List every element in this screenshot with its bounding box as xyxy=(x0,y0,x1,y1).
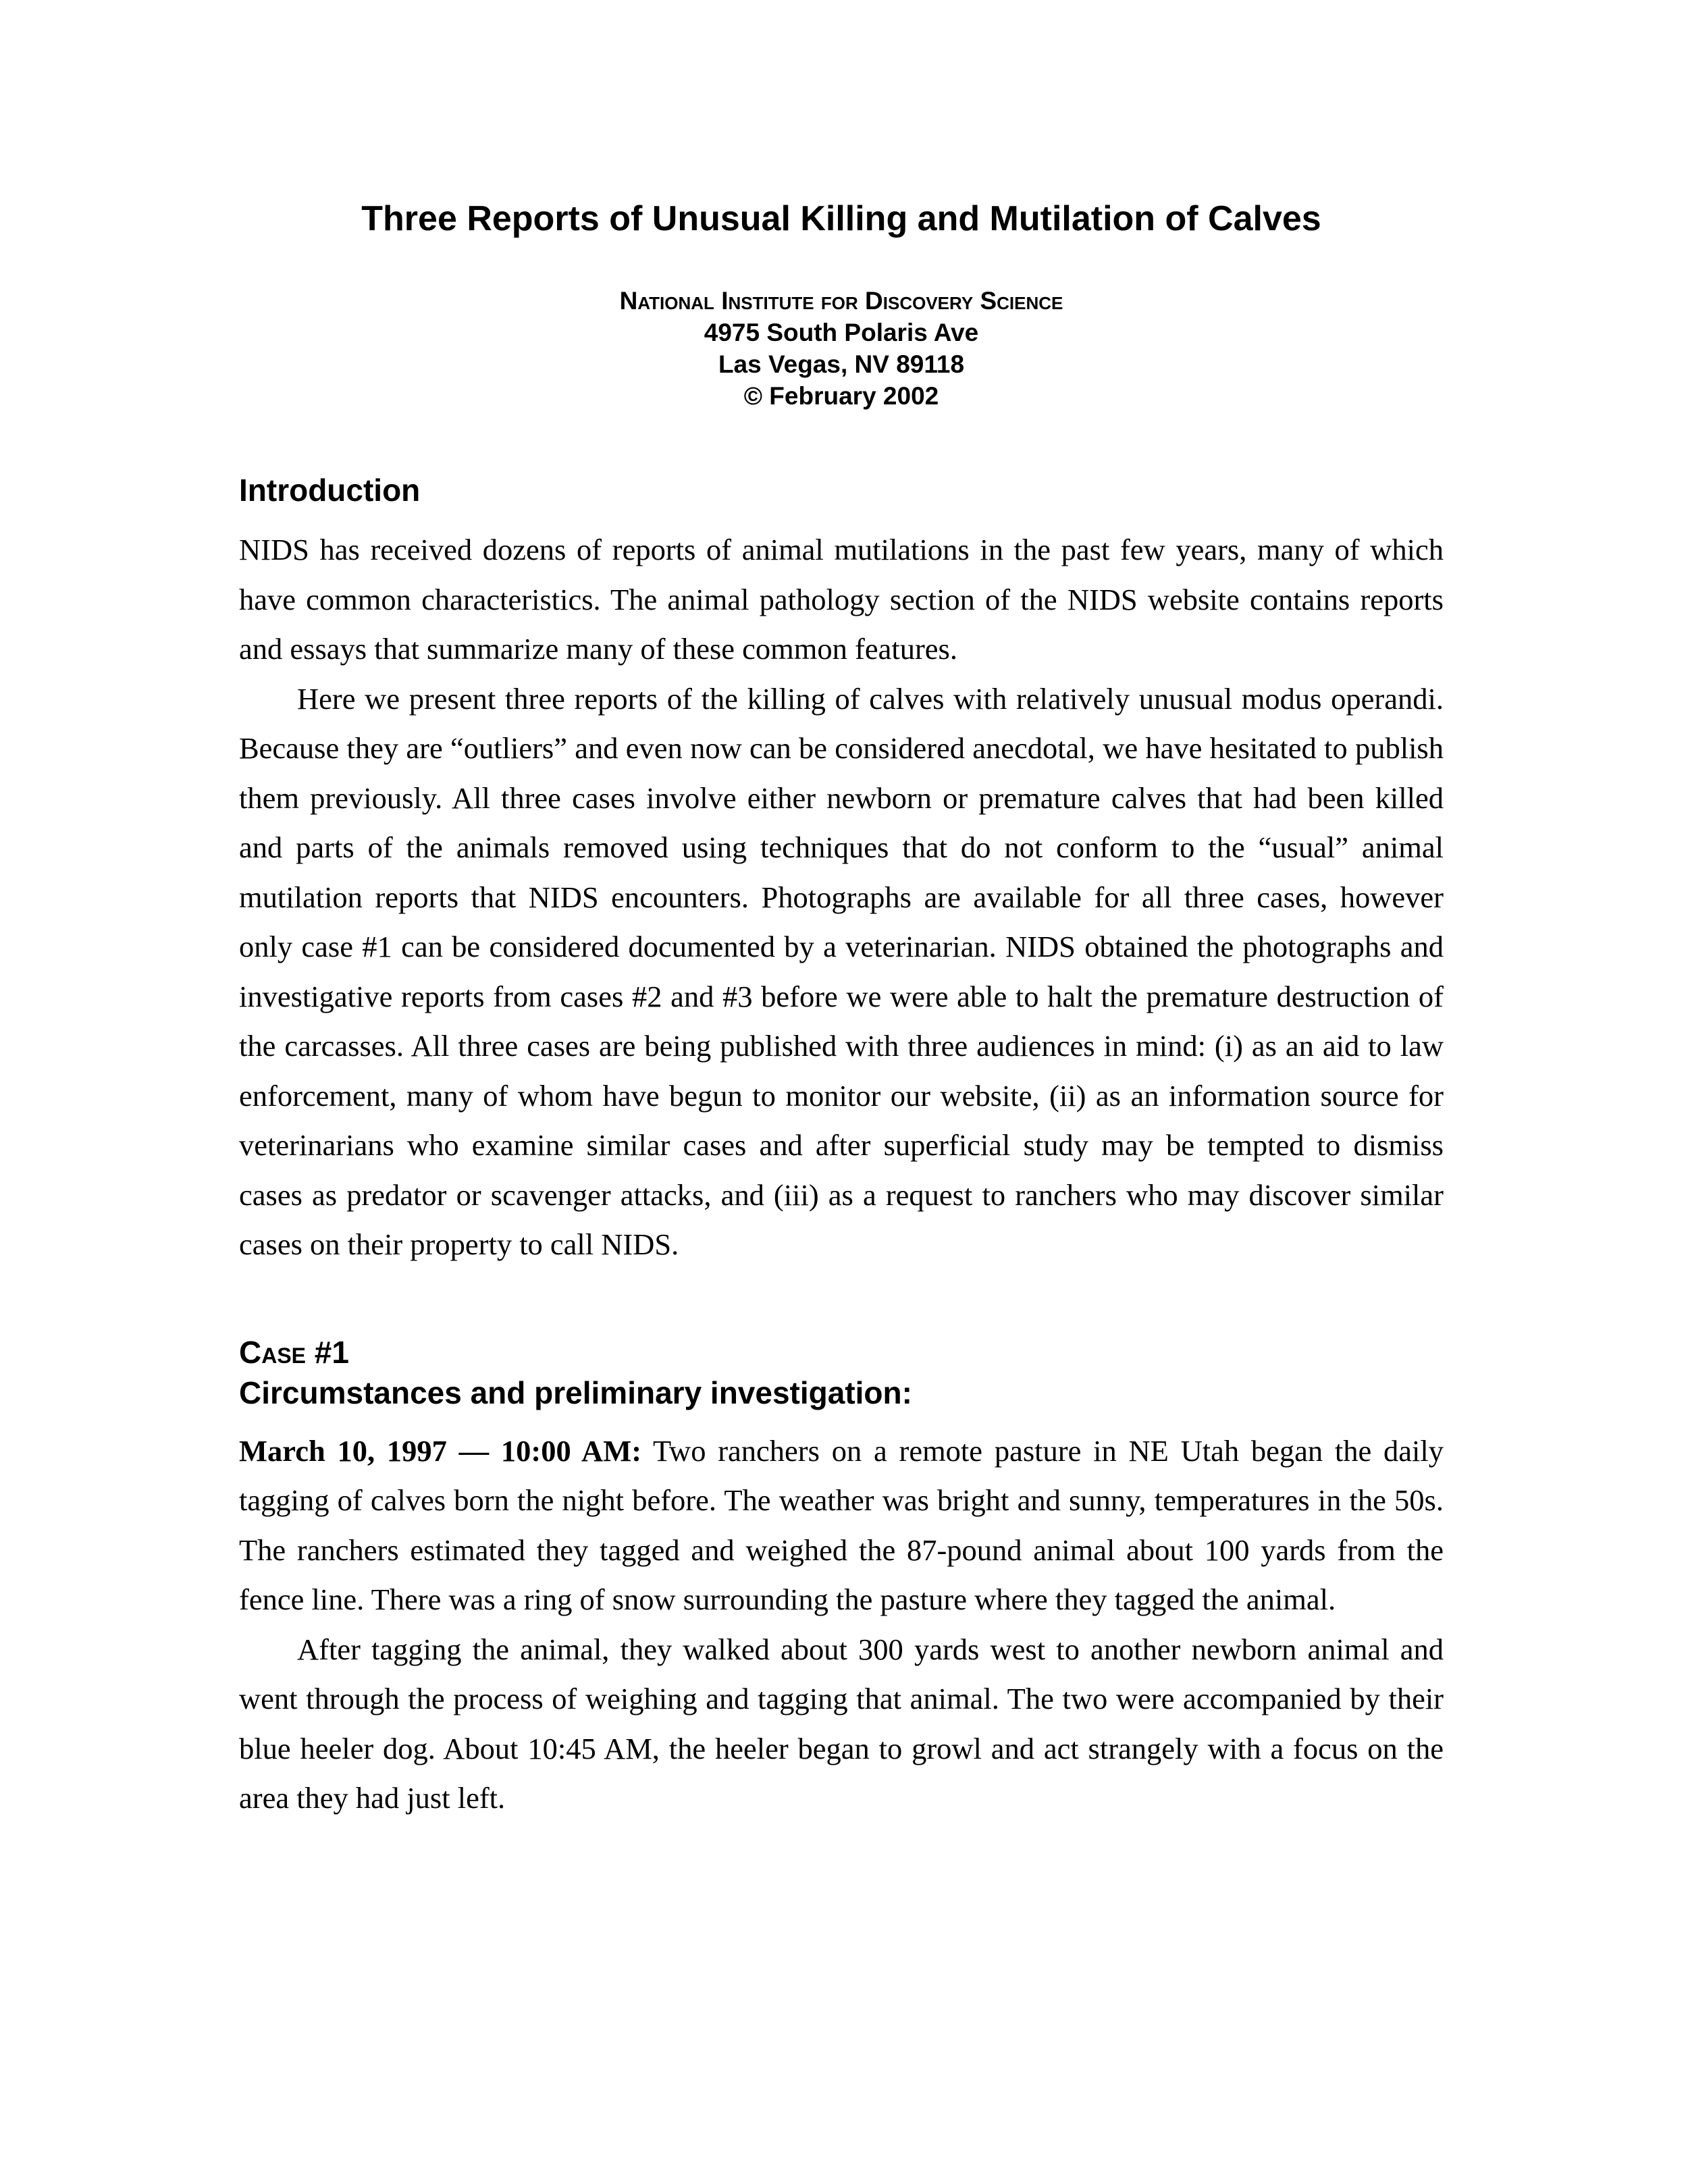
masthead xyxy=(239,285,1444,412)
document-body xyxy=(239,184,1444,1823)
case-1-label: Case #1 xyxy=(239,1334,349,1370)
introduction-paragraph-2: Here we present three reports of the killing of calves with relatively unusual modus operandi. Because they are “outliers” and even now can be considered anecdotal, we have hesitated to publish them previously. All three cases involve either newborn or premature calves that had been killed and parts of the animals removed using techniques that do not conform to the “usual” animal mutilation reports that NIDS encounters. Photographs are available for all three cases, however only case #1 can be considered documented by a veterinarian. NIDS obtained the photographs and investigative reports from cases #2 and #3 before we were able to halt the premature destruction of the carcasses. All three cases are being published with three audiences in mind: (i) as an aid to law enforcement, many of whom have begun to monitor our website, (ii) as an information source for veterinarians who examine similar cases and after superficial study may be tempted to dismiss cases as predator or scavenger attacks, and (iii) as a request to ranchers who may discover similar cases on their property to call NIDS. xyxy=(239,681,1444,1261)
case-1-subheading: Circumstances and preliminary investigation: xyxy=(239,1375,912,1410)
introduction-heading: Introduction xyxy=(239,473,421,508)
document-title: Three Reports of Unusual Killing and Mutilation of Calves xyxy=(361,199,1321,238)
street-address: 4975 South Polaris Ave xyxy=(704,319,979,346)
introduction-paragraph-1: NIDS has received dozens of reports of animal mutilations in the past few years, many of which have common characteristics. The animal pathology section of the NIDS website contains reports and essays that summarize many of these common features. xyxy=(239,533,1444,666)
case-1-date-lead: March 10, 1997 — 10:00 AM: xyxy=(239,1433,642,1468)
organization-name: National Institute for Discovery Science xyxy=(619,287,1063,315)
copyright-date: © February 2002 xyxy=(743,382,939,410)
case-1-paragraph-2: After tagging the animal, they walked about 300 yards west to another newborn animal and went through the process of weighing and tagging that animal. The two were accompanied by their blue heeler dog. About 10:45 AM, the heeler began to growl and act strangely with a focus on the area they had just left. xyxy=(239,1632,1444,1815)
case-1-paragraph-1-body: Two ranchers on a remote pasture in NE Utah began the daily tagging of calves born the night before. The weather was bright and sunny, temperatures in the 50s. The ranchers estimated they tagged and weighed the 87-pound animal about 100 yards from the fence line. There was a ring of snow surrounding the pasture where they tagged the animal. xyxy=(239,1433,1444,1616)
case-1-heading xyxy=(239,1332,1444,1413)
city-address: Las Vegas, NV 89118 xyxy=(718,350,965,378)
case-1-paragraph-1 xyxy=(239,1427,1444,1625)
